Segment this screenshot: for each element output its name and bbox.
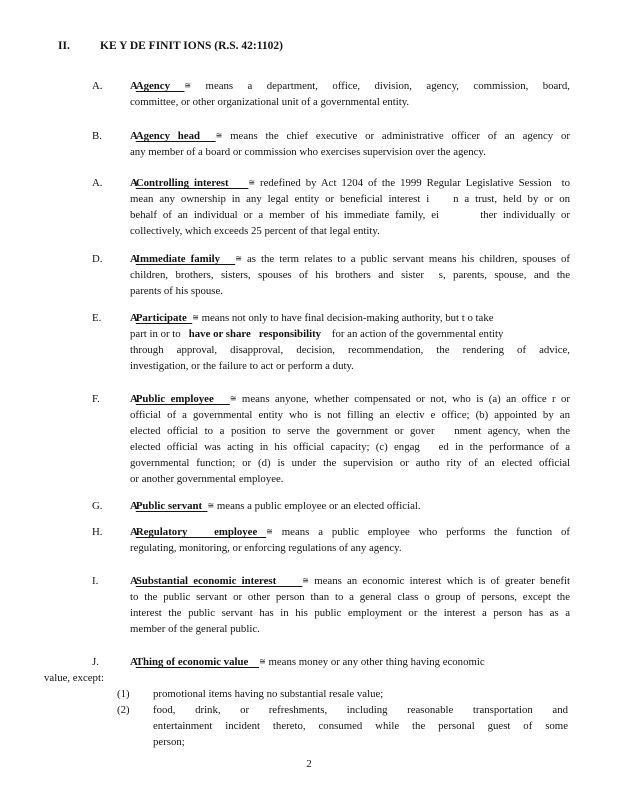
definition-text-line: children, brothers, sisters, spouses of his brothers and sister s, parents, spouse, and the <box>130 269 570 281</box>
quote-artifact: A <box>130 253 137 265</box>
section-title: KE Y DE FINIT IONS (R.S. 42:1102) <box>100 40 283 52</box>
definition-text: redefined by Act 1204 of the 1999 Regular Legislative Session to <box>255 177 570 189</box>
definition-text-line: official of a governmental entity who is not filling an electiv e office; (b) appointed by an <box>130 409 570 421</box>
definition-text-line <box>130 251 570 267</box>
definition-item-controlling-interest <box>92 175 618 239</box>
definition-text-line <box>130 128 570 144</box>
definition-item-public-servant <box>92 498 618 514</box>
definition-text-line <box>130 310 570 326</box>
definition-text: for an action of the governmental entity <box>321 328 504 340</box>
definition-text: means anyone, whether compensated or not, who is (a) an office r or <box>236 393 570 405</box>
definition-text-line: committee, or other organizational unit of a governmental entity. <box>130 96 410 108</box>
quote-artifact: ≅ <box>207 501 215 510</box>
definition-item-agency-head <box>92 128 618 160</box>
quote-artifact: ≅ <box>259 657 266 666</box>
definition-item-public-employee <box>92 391 618 487</box>
item-letter: D. <box>92 253 103 265</box>
definition-text: part in or to <box>130 328 189 340</box>
definition-term: Agency head <box>135 130 216 142</box>
quote-artifact: A <box>130 656 137 668</box>
quote-artifact: ≅ <box>184 81 192 90</box>
definition-text: means an economic interest which is of greater benefit <box>309 575 570 587</box>
item-letter: B. <box>92 130 102 142</box>
definition-text-line <box>130 524 570 540</box>
definition-text-line <box>130 573 570 589</box>
definition-text-line: collectively, which exceeds 25 percent of that legal entity. <box>130 225 380 237</box>
definition-text-line <box>130 498 570 514</box>
definition-item-substantial-economic-interest <box>92 573 618 637</box>
definition-text: means a department, office, division, agency, commission, board, <box>191 80 570 92</box>
definition-item-regulatory-employee <box>92 524 618 556</box>
definition-text-line <box>130 78 570 94</box>
quote-artifact: ≅ <box>229 394 237 403</box>
definition-text-line: elected official to a position to serve the government or gover nment agency, when the <box>130 425 570 437</box>
quote-artifact: A <box>130 177 137 189</box>
item-letter: A. <box>92 177 103 189</box>
definition-text: means a public employee or an elected official. <box>214 500 421 512</box>
item-body <box>130 498 570 514</box>
definition-text-line: through approval, disapproval, decision, recommendation, the rendering of advice, <box>130 344 570 356</box>
exception-number: (2) <box>117 704 130 716</box>
definition-text: means not only to have final decision-making authority, but t o take <box>198 312 494 324</box>
item-body <box>130 391 570 487</box>
definition-text: means money or any other thing having economic <box>265 656 485 668</box>
quote-artifact: A <box>130 500 137 512</box>
quote-artifact: ≅ <box>235 254 242 263</box>
item-body <box>130 573 570 637</box>
item-letter: G. <box>92 500 103 512</box>
definition-item-immediate-family <box>92 251 618 299</box>
section-numeral: II. <box>58 40 70 52</box>
definition-term: Public employee <box>135 393 230 405</box>
definition-text-line: regulating, monitoring, or enforcing regulations of any agency. <box>130 542 402 554</box>
exception-body <box>153 686 568 702</box>
definition-term: Immediate family <box>135 253 236 265</box>
item-letter: A. <box>92 80 103 92</box>
quote-artifact: A <box>130 130 137 142</box>
definition-text-line: food, drink, or refreshments, including reasonable transportation and <box>153 704 568 716</box>
definition-text-line: any member of a board or commission who exercises supervision over the agency. <box>130 146 486 158</box>
definition-term: Controlling interest <box>135 177 249 189</box>
quote-artifact: ≅ <box>192 313 199 322</box>
definition-term: Regulatory employee <box>135 526 267 538</box>
item-letter: I. <box>92 575 99 587</box>
definition-term: Substantial economic interest <box>135 575 303 587</box>
quote-artifact: A <box>130 575 137 587</box>
definition-text-line <box>130 391 570 407</box>
item-body <box>130 175 570 239</box>
definition-text-line: person; <box>153 736 185 748</box>
definition-text: means the chief executive or administrative officer of an agency or <box>222 130 570 142</box>
definition-text-line: to the public servant or other person than to a general class o group of persons, except the <box>130 591 570 603</box>
definition-text-line: or another governmental employee. <box>130 473 284 485</box>
item-body <box>130 78 570 110</box>
definition-term: Thing of economic value <box>135 656 260 668</box>
section-header <box>58 38 618 54</box>
definition-text-line: investigation, or the failure to act or perform a duty. <box>130 360 354 372</box>
definition-text-line <box>130 175 570 191</box>
item-body <box>130 128 570 160</box>
definition-text-line: entertainment incident thereto, consumed while the personal guest of some <box>153 720 568 732</box>
definition-text-line: promotional items having no substantial resale value; <box>153 688 384 700</box>
emphasized-text: have or share responsibility <box>188 328 322 340</box>
item-body <box>130 251 570 299</box>
item-letter: E. <box>92 312 102 324</box>
item-body <box>130 524 570 556</box>
definition-term: Public servant <box>135 500 208 512</box>
definition-text-line: behalf of an individual or a member of his immediate family, ei ther individually or <box>130 209 570 221</box>
definition-text: as the term relates to a public servant means his children, spouses of <box>241 253 570 265</box>
exception-item-2 <box>117 702 570 750</box>
definition-item-thing-of-economic-value <box>44 654 570 750</box>
quote-artifact: A <box>130 393 137 405</box>
definition-text-line: member of the general public. <box>130 623 260 635</box>
definition-text-line: governmental function; or (d) is under the supervision or autho rity of an elected official <box>130 457 570 469</box>
quote-artifact: A <box>130 80 137 92</box>
definition-text-line: parents of his spouse. <box>130 285 223 297</box>
quote-artifact: A <box>130 526 137 538</box>
definition-item-participate <box>92 310 618 374</box>
item-body <box>130 310 570 374</box>
quote-artifact: ≅ <box>302 576 309 585</box>
quote-artifact: ≅ <box>248 178 256 187</box>
definition-text-line <box>44 654 570 670</box>
exception-number: (1) <box>117 688 130 700</box>
page-number: 2 <box>306 758 312 770</box>
definition-text-line: interest the public servant has in his public employment or the interest a person has as a <box>130 607 570 619</box>
item-letter: H. <box>92 526 103 538</box>
definition-text-line: value, except: <box>44 672 104 684</box>
quote-artifact: ≅ <box>266 527 273 536</box>
exception-item-1 <box>117 686 570 702</box>
definitions-list <box>0 78 618 750</box>
definition-term: Agency <box>135 80 185 92</box>
exception-body <box>153 702 568 750</box>
definition-term: Participate <box>135 312 193 324</box>
quote-artifact: A <box>130 312 137 324</box>
definition-text: means a public employee who performs the function of <box>272 526 571 538</box>
item-letter: J. <box>92 656 99 668</box>
definition-text-line <box>130 326 570 342</box>
definition-text-line: mean any ownership in any legal entity or beneficial interest i n a trust, held by or on <box>130 193 570 205</box>
definition-text-line: elected official was acting in his official capacity; (c) engag ed in the performance of a <box>130 441 570 453</box>
definition-item-agency <box>92 78 618 110</box>
quote-artifact: ≅ <box>215 131 223 140</box>
item-letter: F. <box>92 393 100 405</box>
